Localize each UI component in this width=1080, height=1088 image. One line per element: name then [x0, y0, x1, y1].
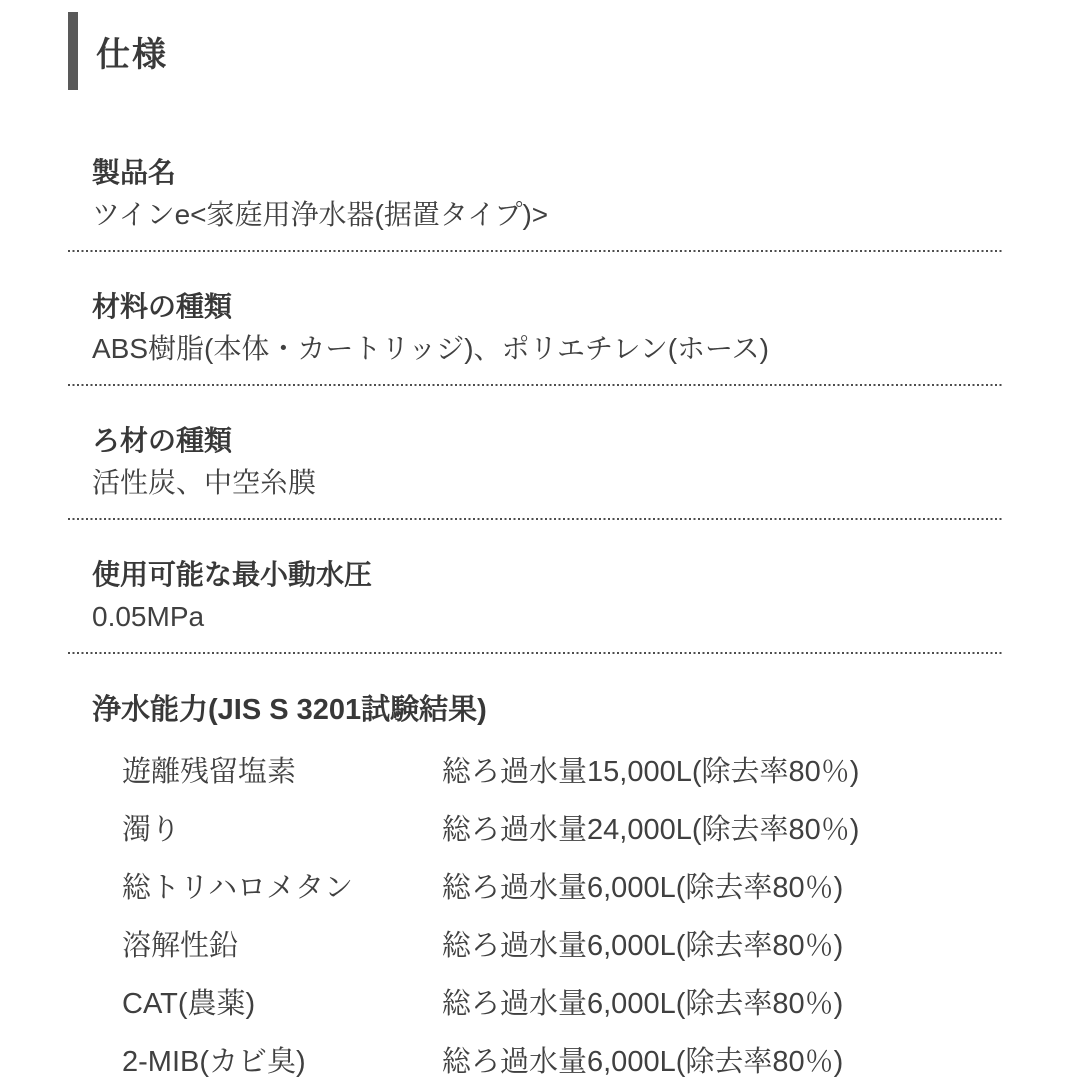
filtration-result: 総ろ過水量15,000L(除去率80％) — [442, 755, 860, 788]
page-title: 仕様 — [96, 35, 168, 74]
substance-name: 溶解性鉛 — [122, 929, 239, 962]
section-value: 活性炭、中空糸膜 — [92, 467, 317, 498]
spec-page — [68, 0, 1004, 1088]
table-row — [122, 914, 1004, 972]
filtration-result: 総ろ過水量24,000L(除去率80％) — [442, 813, 860, 846]
table-row — [122, 1030, 1004, 1088]
section-label: 使用可能な最小動水圧 — [92, 559, 373, 590]
section-label: 製品名 — [92, 157, 177, 188]
table-row — [122, 740, 1004, 798]
spec-section-filter-media-type — [68, 386, 1004, 518]
substance-name: 遊離残留塩素 — [122, 755, 297, 788]
page-header — [68, 0, 1004, 90]
performance-heading: 浄水能力(JIS S 3201試験結果) — [92, 694, 487, 726]
section-value: ABS樹脂(本体・カートリッジ)、ポリエチレン(ホース) — [92, 333, 769, 364]
spec-section-product-name — [68, 118, 1004, 250]
substance-name: 濁り — [122, 813, 181, 846]
performance-section — [68, 654, 1004, 1088]
table-row — [122, 972, 1004, 1030]
table-row — [122, 798, 1004, 856]
substance-name: CAT(農薬) — [122, 987, 256, 1020]
section-value: ツインe<家庭用浄水器(据置タイプ)> — [92, 199, 549, 230]
substance-name: 総トリハロメタン — [122, 871, 354, 904]
accent-bar — [68, 12, 78, 90]
section-label: 材料の種類 — [92, 291, 233, 322]
spec-section-min-water-pressure — [68, 520, 1004, 652]
performance-rows — [92, 740, 1004, 1088]
filtration-result: 総ろ過水量6,000L(除去率80％) — [442, 1045, 844, 1078]
filtration-result: 総ろ過水量6,000L(除去率80％) — [442, 871, 844, 904]
filtration-result: 総ろ過水量6,000L(除去率80％) — [442, 987, 844, 1020]
section-value: 0.05MPa — [92, 601, 205, 632]
substance-name: 2-MIB(カビ臭) — [122, 1045, 306, 1078]
table-row — [122, 856, 1004, 914]
filtration-result: 総ろ過水量6,000L(除去率80％) — [442, 929, 844, 962]
spec-section-material-type — [68, 252, 1004, 384]
section-label: ろ材の種類 — [92, 425, 233, 456]
